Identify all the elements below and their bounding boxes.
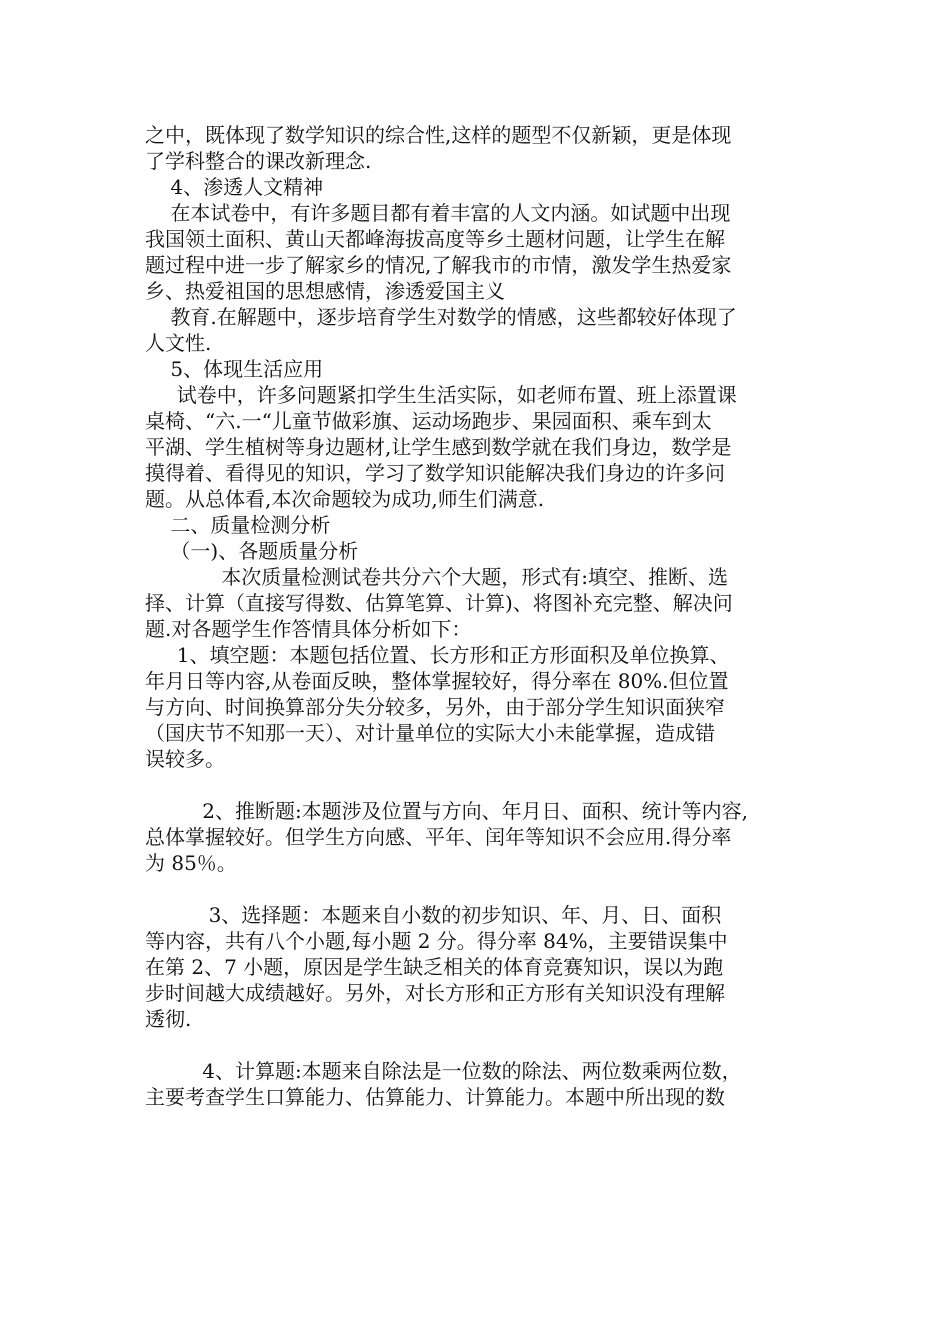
text-line: 与方向、时间换算部分失分较多，另外，由于部分学生知识面狭窄 <box>145 695 725 719</box>
blank-line <box>145 876 810 902</box>
text-line: 误较多。 <box>145 747 225 771</box>
document-page <box>145 122 810 1110</box>
text-line: 步时间越大成绩越好。另外，对长方形和正方形有关知识没有理解 <box>145 981 725 1005</box>
text-line: 择、计算（直接写得数、估算笔算、计算)、将图补充完整、解决问 <box>145 591 733 615</box>
blank-line <box>145 772 810 798</box>
text-line: 乡、热爱祖国的思想感情，渗透爱国主义 <box>145 279 505 303</box>
text-line: 平湖、学生植树等身边题材,让学生感到数学就在我们身边，数学是 <box>145 435 732 459</box>
blank-line <box>145 1032 810 1058</box>
text-line: 4、计算题:本题来自除法是一位数的除法、两位数乘两位数， <box>145 1059 742 1083</box>
text-line: 我国领土面积、黄山天都峰海拔高度等乡土题材问题，让学生在解 <box>145 227 725 251</box>
text-line: 总体掌握较好。但学生方向感、平年、闰年等知识不会应用.得分率 <box>145 825 732 849</box>
section-heading: 5、体现生活应用 <box>145 357 324 381</box>
subsection-heading: （一)、各题质量分析 <box>145 539 359 563</box>
text-line: 题过程中进一步了解家乡的情况,了解我市的市情，激发学生热爱家 <box>145 253 732 277</box>
text-line: 之中，既体现了数学知识的综合性,这样的题型不仅新颖，更是体现 <box>145 123 732 147</box>
text-line: 为 85％。 <box>145 851 237 875</box>
section-heading: 二、质量检测分析 <box>145 513 331 537</box>
text-line: 试卷中，许多问题紧扣学生生活实际，如老师布置、班上添置课 <box>145 383 737 407</box>
text-line: 了学科整合的课改新理念. <box>145 149 372 173</box>
text-line: 桌椅、“六.一“儿童节做彩旗、运动场跑步、果园面积、乘车到太 <box>145 409 712 433</box>
text-line: （国庆节不知那一天）、对计量单位的实际大小未能掌握，造成错 <box>145 721 715 745</box>
text-line: 题。从总体看,本次命题较为成功,师生们满意. <box>145 487 545 511</box>
text-line: 本次质量检测试卷共分六个大题，形式有:填空、推断、选 <box>145 565 729 589</box>
text-line: 3、选择题：本题来自小数的初步知识、年、月、日、面积 <box>145 903 722 927</box>
text-line: 2、推断题:本题涉及位置与方向、年月日、面积、统计等内容, <box>145 799 749 823</box>
text-line: 1、填空题：本题包括位置、长方形和正方形面积及单位换算、 <box>145 643 730 667</box>
text-line: 在本试卷中，有许多题目都有着丰富的人文内涵。如试题中出现 <box>145 201 731 225</box>
text-line: 等内容，共有八个小题,每小题 2 分。得分率 84%，主要错误集中 <box>145 929 728 953</box>
text-line: 题.对各题学生作答情具体分析如下： <box>145 617 472 641</box>
section-heading: 4、渗透人文精神 <box>145 175 324 199</box>
text-line: 在第 2、7 小题，原因是学生缺乏相关的体育竞赛知识，误以为跑 <box>145 955 724 979</box>
text-line: 透彻. <box>145 1007 192 1031</box>
text-line: 摸得着、看得见的知识，学习了数学知识能解决我们身边的许多问 <box>145 461 725 485</box>
text-line: 人文性. <box>145 331 212 355</box>
text-line: 教育.在解题中，逐步培育学生对数学的情感，这些都较好体现了 <box>145 305 737 329</box>
text-line: 主要考查学生口算能力、估算能力、计算能力。本题中所出现的数 <box>145 1085 725 1109</box>
text-line: 年月日等内容,从卷面反映，整体掌握较好，得分率在 80%.但位置 <box>145 669 729 693</box>
